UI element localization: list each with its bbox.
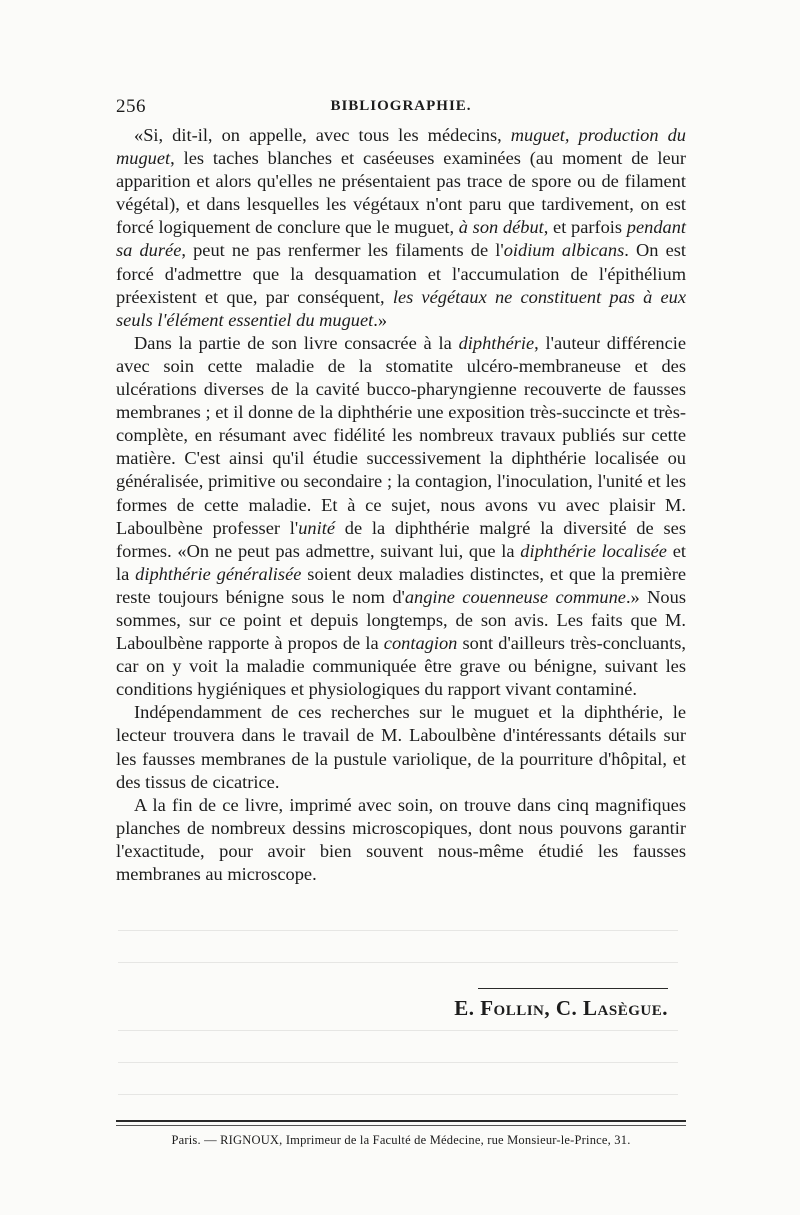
text-run: «Si, dit-il, on appelle, avec tous les médecins, xyxy=(134,125,511,145)
italic-text: les végétaux ne constituent pas à eux seuls l'élément essentiel du muguet xyxy=(116,286,687,330)
text-run: sont d'ailleurs très-concluants, car on y voit la maladie communiquée être grave ou bénigne, suivant les conditions hygiéniques et physiologiques du rapport vivant contaminé. xyxy=(116,633,686,700)
signature-rule xyxy=(478,988,668,989)
text-run: , l'auteur différencie avec soin cette maladie de la stomatite ulcéro-membraneuse et des ulcérations diverses de la cavité bucco-pharyngienne recouverte de fausses membranes ; et il donne de la diphthérie une exposition très-succincte et très-complète, en résumant avec fidélité les nombreux travaux publiés sur cette matière. C'est ainsi qu'il étudie successivement la diphthérie localisée ou généralisée, primitive ou secondaire ; la contagion, l'inoculation, l'unité et les formes de cette maladie. Et à ce sujet, nous avons vu avec plaisir M. Laboulbène professer l' xyxy=(116,332,687,538)
paragraph xyxy=(116,701,686,793)
text-run: , les taches blanches et caséeuses examinées (au moment de leur apparition et alors qu'elles ne présentaient pas trace de spore ou de filament végétal), et dans lesquelles les végétaux n'ont paru que tardivement, on est forcé logiquement de conclure que le muguet, xyxy=(116,148,686,238)
bleed-through-mark xyxy=(118,962,678,963)
italic-text: oidium albicans xyxy=(503,240,625,261)
text-run: . On est forcé d'admettre que la desquamation et l'accumulation de l'épithélium préexistent et que, par conséquent, xyxy=(116,240,687,307)
running-head: BIBLIOGRAPHIE. xyxy=(330,98,472,114)
italic-text: diphthérie xyxy=(458,332,535,353)
italic-text: angine couenneuse commune xyxy=(404,586,626,607)
bleed-through-mark xyxy=(118,930,678,931)
italic-text: pendant sa durée xyxy=(116,217,687,261)
page-header xyxy=(116,96,686,122)
printer-imprint: Paris. — RIGNOUX, Imprimeur de la Faculté de Médecine, rue Monsieur-le-Prince, 31. xyxy=(171,1133,631,1147)
paragraph xyxy=(116,794,686,886)
footer-rule-thin xyxy=(116,1125,686,1126)
page-number: 256 xyxy=(116,96,146,117)
italic-text: à son début xyxy=(458,217,544,238)
italic-text: unité xyxy=(298,517,335,538)
italic-text: muguet, production du muguet xyxy=(116,125,686,169)
text-run: soient deux maladies distinctes, et que la première reste toujours bénigne sous le nom d' xyxy=(116,563,686,607)
paragraph xyxy=(116,332,686,702)
text-run: , et parfois xyxy=(543,217,627,238)
text-run: et la xyxy=(116,540,687,584)
text-run: .» xyxy=(373,309,388,330)
italic-text: contagion xyxy=(383,633,458,654)
footer-rule xyxy=(116,1120,686,1122)
text-run: Dans la partie de son livre consacrée à la xyxy=(134,332,459,353)
text-run: A la fin de ce livre, imprimé avec soin, on trouve dans cinq magnifiques planches de nombreux dessins microscopiques, dont nous pouvons garantir l'exactitude, pour avoir bien souvent nous-même étudié les fausses membranes au microscope. xyxy=(116,794,686,884)
article-body xyxy=(116,124,686,886)
bleed-through-mark xyxy=(118,1030,678,1031)
text-run: , peut ne pas renfermer les filaments de l' xyxy=(181,240,504,261)
text-run: de la diphthérie malgré la diversité de ses formes. «On ne peut pas admettre, suivant lui, que la xyxy=(116,517,686,561)
text-run: .» Nous sommes, sur ce point et depuis longtemps, de son avis. Les faits que M. Laboulbène rapporte à propos de la xyxy=(116,586,686,654)
signature: E. Follin, C. Lasègue. xyxy=(454,996,668,1020)
italic-text: diphthérie localisée xyxy=(520,540,667,561)
bleed-through-mark xyxy=(118,1094,678,1095)
paragraph xyxy=(116,124,686,332)
italic-text: diphthérie généralisée xyxy=(135,563,302,584)
text-run: Indépendamment de ces recherches sur le muguet et la diphthérie, le lecteur trouvera dans le travail de M. Laboulbène d'intéressants détails sur les fausses membranes de la pustule variolique, de la pourriture d'hôpital, et des tissus de cicatrice. xyxy=(116,702,686,792)
bleed-through-mark xyxy=(118,1062,678,1063)
